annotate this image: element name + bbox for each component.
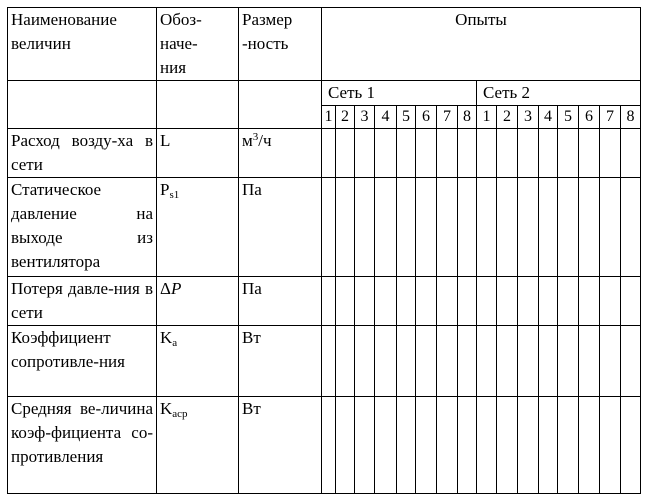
experiment-number: 3	[518, 106, 539, 129]
experiment-value-cell[interactable]	[375, 326, 397, 397]
symbol-subscript: aср	[172, 408, 188, 420]
experiment-value-cell[interactable]	[322, 397, 336, 494]
experiment-value-cell[interactable]	[458, 326, 477, 397]
experiment-number: 1	[322, 106, 336, 129]
table-row	[8, 129, 641, 178]
table-row	[8, 178, 641, 277]
unit-main: Вт	[242, 328, 261, 347]
experiment-number: 6	[416, 106, 437, 129]
table-row	[8, 277, 641, 326]
quantity-name-text: Коэффициент сопротивле-ния	[11, 328, 125, 371]
header-unit-line: -ность	[242, 34, 289, 53]
experiment-value-cell[interactable]	[458, 277, 477, 326]
header-symbol-line: наче-	[160, 34, 198, 53]
experiment-value-cell[interactable]	[336, 397, 355, 494]
symbol-main: K	[160, 328, 173, 347]
experiment-value-cell[interactable]	[397, 129, 416, 178]
experiment-value-cell[interactable]	[579, 178, 600, 277]
quantity-name-text: Средняя ве-личина коэф-фициента со-противления	[11, 399, 153, 466]
experiment-value-cell[interactable]	[437, 129, 458, 178]
experiment-value-cell[interactable]	[416, 397, 437, 494]
header-symbol-line: Обоз-	[160, 10, 202, 29]
experiment-value-cell[interactable]	[558, 326, 579, 397]
experiment-value-cell[interactable]	[539, 129, 558, 178]
unit-main: Вт	[242, 399, 261, 418]
experiment-value-cell[interactable]	[322, 277, 336, 326]
quantity-name	[8, 397, 157, 494]
experiment-value-cell[interactable]	[518, 326, 539, 397]
experiment-value-cell[interactable]	[600, 129, 621, 178]
experiment-value-cell[interactable]	[416, 326, 437, 397]
experiment-value-cell[interactable]	[336, 129, 355, 178]
header-symbol-cell	[157, 8, 239, 81]
experiment-value-cell[interactable]	[375, 129, 397, 178]
experiment-value-cell[interactable]	[477, 397, 497, 494]
experiment-value-cell[interactable]	[518, 397, 539, 494]
quantity-name	[8, 129, 157, 178]
header-row-networks	[8, 81, 641, 106]
symbol-main: P	[160, 180, 170, 199]
experiment-value-cell[interactable]	[355, 326, 375, 397]
experiment-value-cell[interactable]	[518, 129, 539, 178]
experiment-value-cell[interactable]	[497, 397, 518, 494]
experiment-number: 8	[458, 106, 477, 129]
header-unit-line: Размер	[242, 10, 293, 29]
experiment-number: 4	[375, 106, 397, 129]
experiment-value-cell[interactable]	[558, 178, 579, 277]
experiment-value-cell[interactable]	[336, 326, 355, 397]
experiment-value-cell[interactable]	[497, 277, 518, 326]
quantity-name-text: Потеря давле-ния в сети	[11, 279, 153, 322]
experiment-value-cell[interactable]	[437, 397, 458, 494]
experiment-value-cell[interactable]	[437, 178, 458, 277]
experiment-value-cell[interactable]	[621, 129, 641, 178]
header-network-2: Сеть 2	[477, 81, 641, 106]
experiment-value-cell[interactable]	[539, 277, 558, 326]
experiment-value-cell[interactable]	[600, 277, 621, 326]
experiment-number: 5	[397, 106, 416, 129]
experiment-value-cell[interactable]	[477, 129, 497, 178]
experiment-number: 7	[437, 106, 458, 129]
experiment-number: 1	[477, 106, 497, 129]
quantity-name-text: Статическое давление на выходе из вентилятора	[11, 180, 153, 271]
quantity-symbol	[157, 397, 239, 494]
experiment-number: 6	[579, 106, 600, 129]
experiment-value-cell[interactable]	[579, 326, 600, 397]
experiment-number: 5	[558, 106, 579, 129]
experiment-value-cell[interactable]	[355, 277, 375, 326]
experiment-value-cell[interactable]	[355, 129, 375, 178]
experiment-value-cell[interactable]	[336, 178, 355, 277]
experiment-number: 2	[336, 106, 355, 129]
quantity-unit	[239, 326, 322, 397]
unit-superscript: 3	[252, 131, 259, 143]
header-blank-unit	[239, 81, 322, 129]
header-unit-cell	[239, 8, 322, 81]
table-row	[8, 326, 641, 397]
experiment-value-cell[interactable]	[336, 277, 355, 326]
experiment-number: 8	[621, 106, 641, 129]
experiment-value-cell[interactable]	[397, 326, 416, 397]
quantity-name	[8, 326, 157, 397]
header-symbol-line: ния	[160, 58, 187, 77]
header-name: Наименование величин	[11, 10, 117, 53]
quantity-name	[8, 178, 157, 277]
header-experiments: Опыты	[322, 8, 641, 81]
quantity-symbol	[157, 326, 239, 397]
parameters-table	[7, 7, 641, 494]
experiment-value-cell[interactable]	[458, 129, 477, 178]
experiment-value-cell[interactable]	[477, 178, 497, 277]
quantity-unit	[239, 178, 322, 277]
experiment-value-cell[interactable]	[579, 277, 600, 326]
quantity-unit	[239, 277, 322, 326]
experiment-value-cell[interactable]	[621, 397, 641, 494]
experiment-value-cell[interactable]	[322, 326, 336, 397]
experiment-value-cell[interactable]	[558, 397, 579, 494]
experiment-value-cell[interactable]	[355, 397, 375, 494]
experiment-value-cell[interactable]	[397, 397, 416, 494]
experiment-value-cell[interactable]	[437, 277, 458, 326]
experiment-value-cell[interactable]	[416, 277, 437, 326]
header-row-1	[8, 8, 641, 81]
quantity-name-text: Расход возду-ха в сети	[11, 131, 153, 174]
unit-main: Па	[242, 180, 262, 199]
symbol-main: K	[160, 399, 173, 418]
experiment-value-cell[interactable]	[579, 397, 600, 494]
symbol-main: ΔP	[160, 279, 182, 298]
experiment-value-cell[interactable]	[600, 397, 621, 494]
experiment-value-cell[interactable]	[600, 326, 621, 397]
quantity-symbol	[157, 129, 239, 178]
experiment-value-cell[interactable]	[397, 277, 416, 326]
experiment-value-cell[interactable]	[375, 277, 397, 326]
experiment-value-cell[interactable]	[497, 326, 518, 397]
experiment-value-cell[interactable]	[477, 326, 497, 397]
quantity-unit	[239, 397, 322, 494]
experiment-value-cell[interactable]	[416, 129, 437, 178]
experiment-value-cell[interactable]	[621, 277, 641, 326]
unit-main: м	[242, 131, 253, 150]
quantity-symbol	[157, 277, 239, 326]
experiment-value-cell[interactable]	[458, 178, 477, 277]
experiment-value-cell[interactable]	[621, 178, 641, 277]
header-symbol	[160, 8, 224, 80]
table-row	[8, 397, 641, 494]
header-network-1: Сеть 1	[322, 81, 477, 106]
header-unit	[242, 8, 314, 56]
experiment-value-cell[interactable]	[518, 277, 539, 326]
experiment-value-cell[interactable]	[539, 397, 558, 494]
header-blank-symbol	[157, 81, 239, 129]
unit-main: Па	[242, 279, 262, 298]
experiment-value-cell[interactable]	[375, 178, 397, 277]
experiment-value-cell[interactable]	[539, 326, 558, 397]
experiment-number: 3	[355, 106, 375, 129]
data-rows	[8, 129, 641, 494]
experiment-value-cell[interactable]	[497, 129, 518, 178]
experiment-number: 4	[539, 106, 558, 129]
experiment-value-cell[interactable]	[375, 397, 397, 494]
symbol-subscript: s1	[169, 189, 180, 201]
experiment-value-cell[interactable]	[558, 129, 579, 178]
unit-tail: /ч	[258, 131, 272, 150]
experiment-value-cell[interactable]	[579, 129, 600, 178]
symbol-subscript: a	[172, 337, 178, 349]
quantity-name	[8, 277, 157, 326]
experiment-value-cell[interactable]	[355, 178, 375, 277]
experiment-value-cell[interactable]	[416, 178, 437, 277]
quantity-symbol	[157, 178, 239, 277]
symbol-main: L	[160, 131, 171, 150]
experiment-value-cell[interactable]	[558, 277, 579, 326]
experiment-value-cell[interactable]	[497, 178, 518, 277]
experiment-value-cell[interactable]	[397, 178, 416, 277]
experiment-value-cell[interactable]	[322, 178, 336, 277]
experiment-value-cell[interactable]	[322, 129, 336, 178]
experiment-number: 2	[497, 106, 518, 129]
quantity-unit	[239, 129, 322, 178]
experiment-value-cell[interactable]	[600, 178, 621, 277]
experiment-value-cell[interactable]	[437, 326, 458, 397]
experiment-value-cell[interactable]	[477, 277, 497, 326]
experiment-number: 7	[600, 106, 621, 129]
experiment-value-cell[interactable]	[458, 397, 477, 494]
experiment-value-cell[interactable]	[621, 326, 641, 397]
experiment-value-cell[interactable]	[518, 178, 539, 277]
header-blank-name	[8, 81, 157, 129]
header-name-cell	[8, 8, 157, 81]
experiment-value-cell[interactable]	[539, 178, 558, 277]
